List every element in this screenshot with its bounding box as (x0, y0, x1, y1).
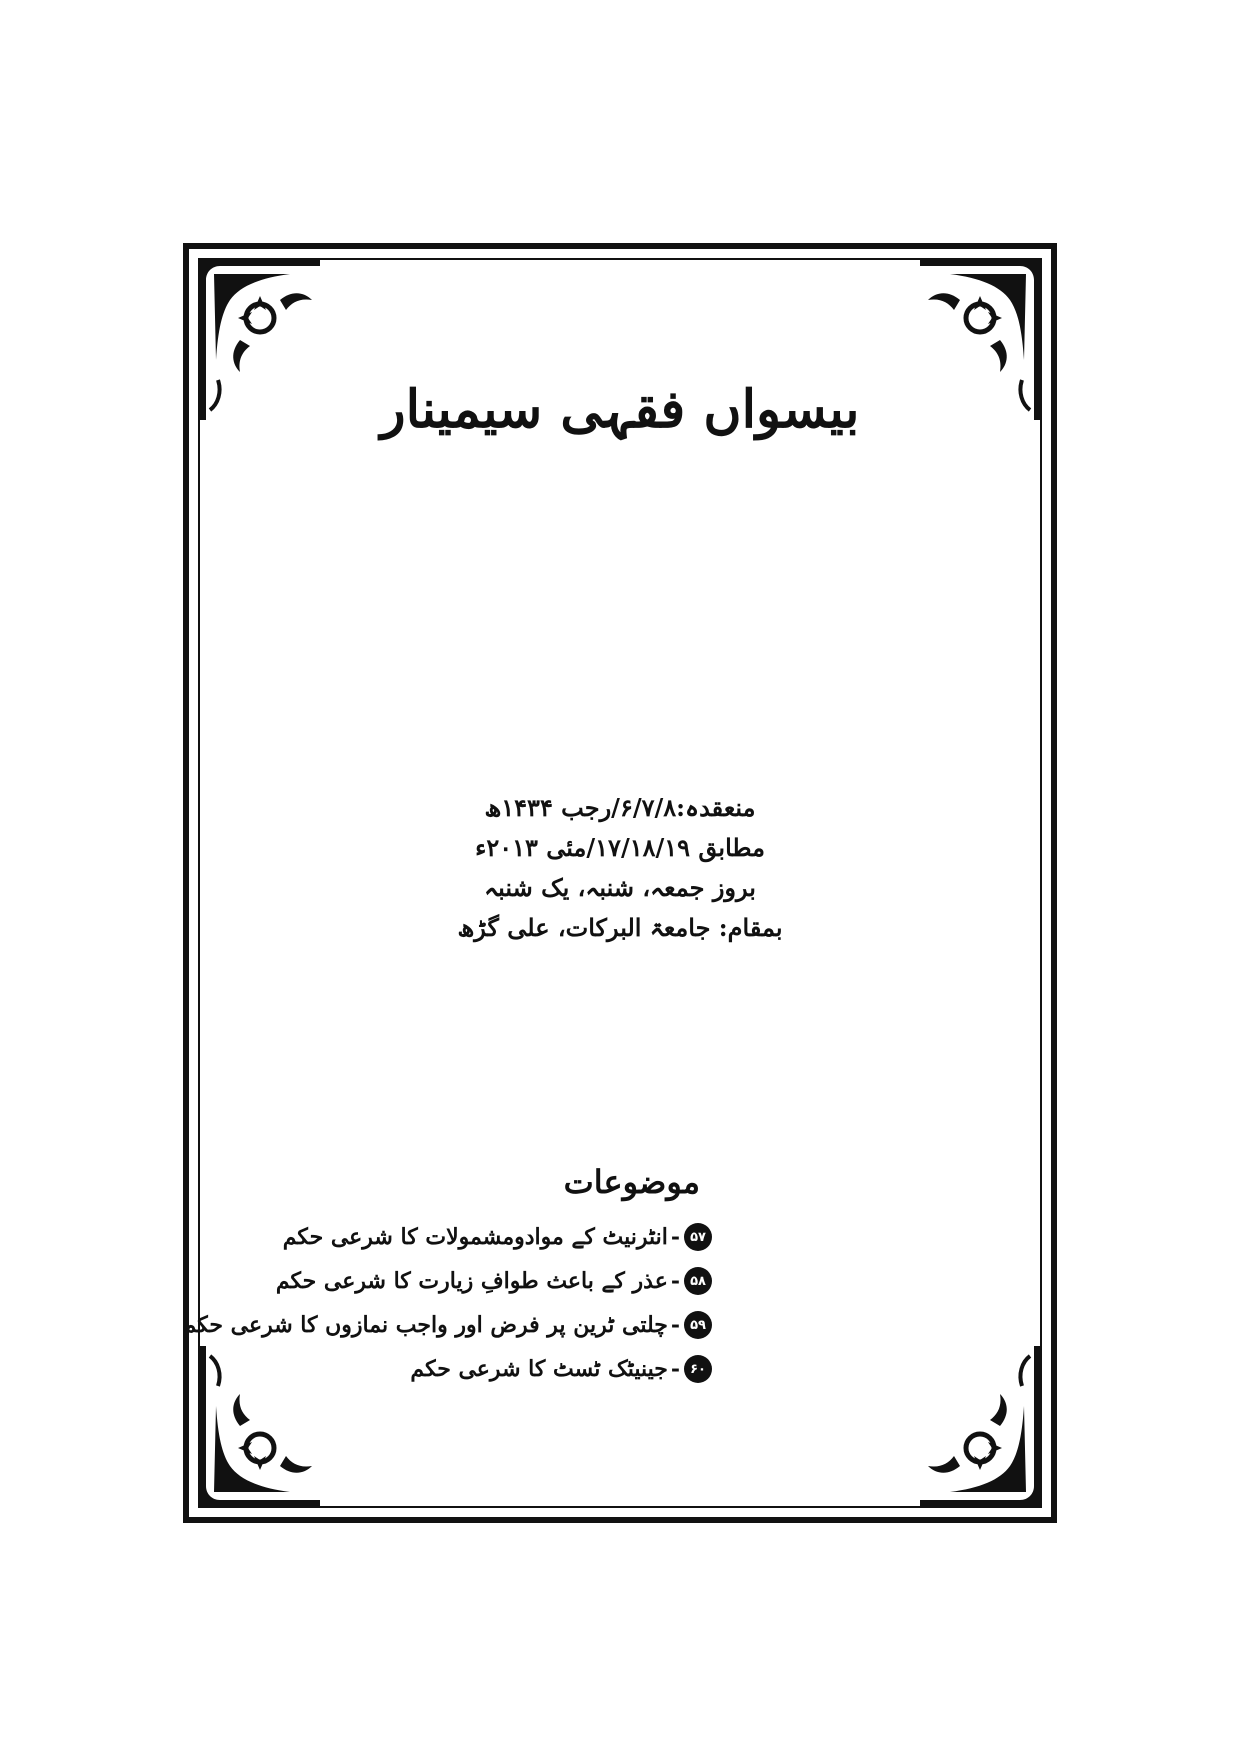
info-line-venue: بمقام: جامعۃ البرکات، علی گڑھ (457, 913, 783, 942)
topic-dash: - (670, 1312, 680, 1338)
topic-text: عذر کے باعث طوافِ زیارت کا شرعی حکم (275, 1268, 668, 1294)
topic-item (232, 1347, 712, 1391)
topic-number-badge: ۵۷ (684, 1223, 712, 1251)
topic-dash: - (670, 1356, 680, 1382)
topic-text: انٹرنیٹ کے موادومشمولات کا شرعی حکم (282, 1224, 668, 1250)
corner-ornament-bottom-right (920, 1346, 1040, 1506)
topic-item (182, 1303, 712, 1347)
topic-number-badge: ۶۰ (684, 1355, 712, 1383)
page-title: بیسواں فقہی سیمینار (380, 379, 860, 440)
topic-text: جینیٹک ٹسٹ کا شرعی حکم (410, 1356, 668, 1382)
topic-dash: - (670, 1224, 680, 1250)
topic-number-badge: ۵۹ (684, 1311, 712, 1339)
info-line-days: بروز جمعہ، شنبہ، یک شنبہ (484, 873, 756, 902)
topic-number-badge: ۵۸ (684, 1267, 712, 1295)
info-line-date-gregorian: مطابق ۱۷/۱۸/۱۹/مئی ۲۰۱۳ء (475, 833, 765, 862)
topic-item (232, 1259, 712, 1303)
topic-text: چلتی ٹرین پر فرض اور واجب نمازوں کا شرعی حکم (182, 1312, 668, 1338)
info-line-date-hijri: منعقدہ:۶/۷/۸/رجب ۱۴۳۴ھ (484, 793, 756, 822)
topic-dash: - (670, 1268, 680, 1294)
topics-heading: موضوعات (563, 1163, 700, 1201)
topics-list (182, 1215, 712, 1391)
topic-item (232, 1215, 712, 1259)
seminar-info (330, 788, 910, 948)
